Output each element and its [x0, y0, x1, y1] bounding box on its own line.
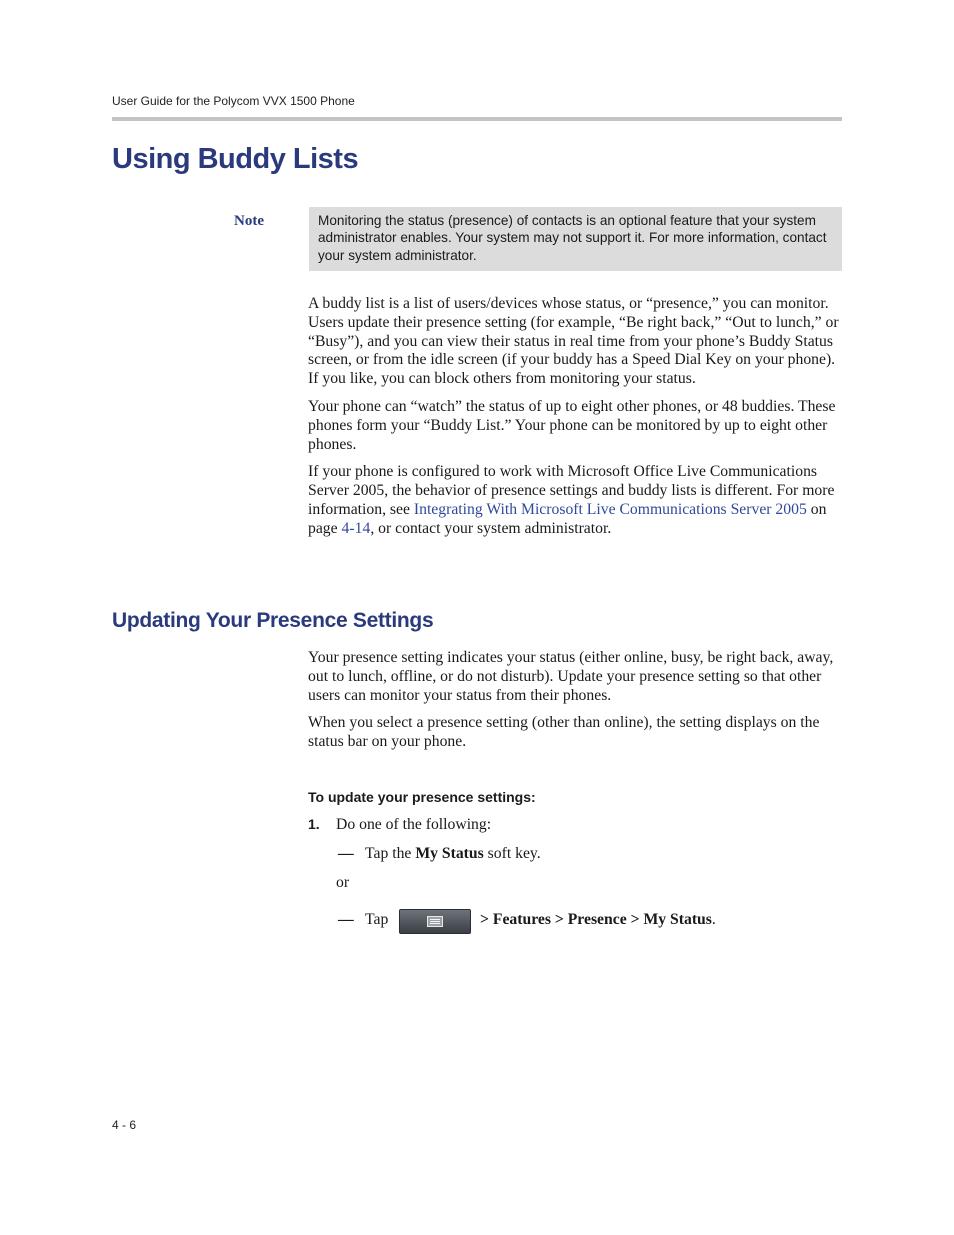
- p3-text-after: , or contact your system administrator.: [370, 519, 612, 537]
- procedure-title: To update your presence settings:: [308, 789, 536, 805]
- intro-paragraph-3: [308, 463, 844, 538]
- note-label: Note: [234, 213, 264, 229]
- sub-step-menu-path: [480, 911, 716, 929]
- note-box: Monitoring the status (presence) of contacts is an optional feature that your system administrator enables. Your system may not support it. For more information, contact your system administrator.: [309, 207, 842, 271]
- header-rule: [112, 117, 842, 121]
- step-text: Do one of the following:: [336, 816, 492, 833]
- intro-body: [308, 295, 844, 548]
- sub-step-my-status: [365, 845, 541, 863]
- presence-paragraph-2: When you select a presence setting (other than online), the setting displays on the status bar on your phone.: [308, 714, 820, 751]
- step-number: 1.: [308, 816, 320, 832]
- or-text: or: [336, 874, 350, 891]
- xref-link-page[interactable]: 4-14: [341, 519, 371, 537]
- xref-link-integrating[interactable]: Integrating With Microsoft Live Communications Server 2005: [413, 500, 807, 518]
- my-status-softkey-label: My Status: [415, 845, 484, 862]
- p3-text-before: If your phone is configured to work with Microsoft Office Live Communications Server 2005, the behavior of presence settings and buddy lists is different. For more information, see: [308, 463, 835, 518]
- menu-path-period: .: [711, 911, 716, 928]
- presence-paragraph-1: Your presence setting indicates your status (either online, busy, be right back, away, out to lunch, offline, or do not disturb). Update your presence setting so that other users can monitor your status from their phones.: [308, 649, 834, 704]
- sub-step-dash: —: [338, 845, 354, 862]
- page-number: 4 - 6: [112, 1118, 137, 1132]
- subsection-title: Updating Your Presence Settings: [112, 609, 434, 632]
- sub-step-dash-2: —: [338, 911, 354, 928]
- presence-body: [308, 649, 844, 761]
- sub-step-tap: Tap: [365, 911, 389, 928]
- p3-text-middle: on page: [308, 500, 827, 537]
- sub1-text-after: soft key.: [483, 845, 541, 862]
- running-header: User Guide for the Polycom VVX 1500 Phone: [112, 94, 355, 108]
- intro-paragraph-1: A buddy list is a list of users/devices whose status, or “presence,” you can monitor. Users update their presence setting (for example, “Be right back,” “Out to lunch,” or “Busy”), and you can view their status in real time from your phone’s Buddy Status screen, or from the idle screen (if your buddy has a Speed Dial Key on your phone). If you like, you can block others from monitoring your status.: [308, 295, 839, 388]
- menu-icon: [427, 916, 443, 927]
- menu-path-label: > Features > Presence > My Status: [480, 911, 712, 928]
- section-title: Using Buddy Lists: [112, 143, 359, 175]
- intro-paragraph-2: Your phone can “watch” the status of up to eight other phones, or 48 buddies. These phones form your “Buddy List.” Your phone can be monitored by up to eight other phones.: [308, 397, 836, 453]
- sub1-text-before: Tap the: [365, 845, 416, 862]
- menu-key-button[interactable]: [399, 909, 471, 934]
